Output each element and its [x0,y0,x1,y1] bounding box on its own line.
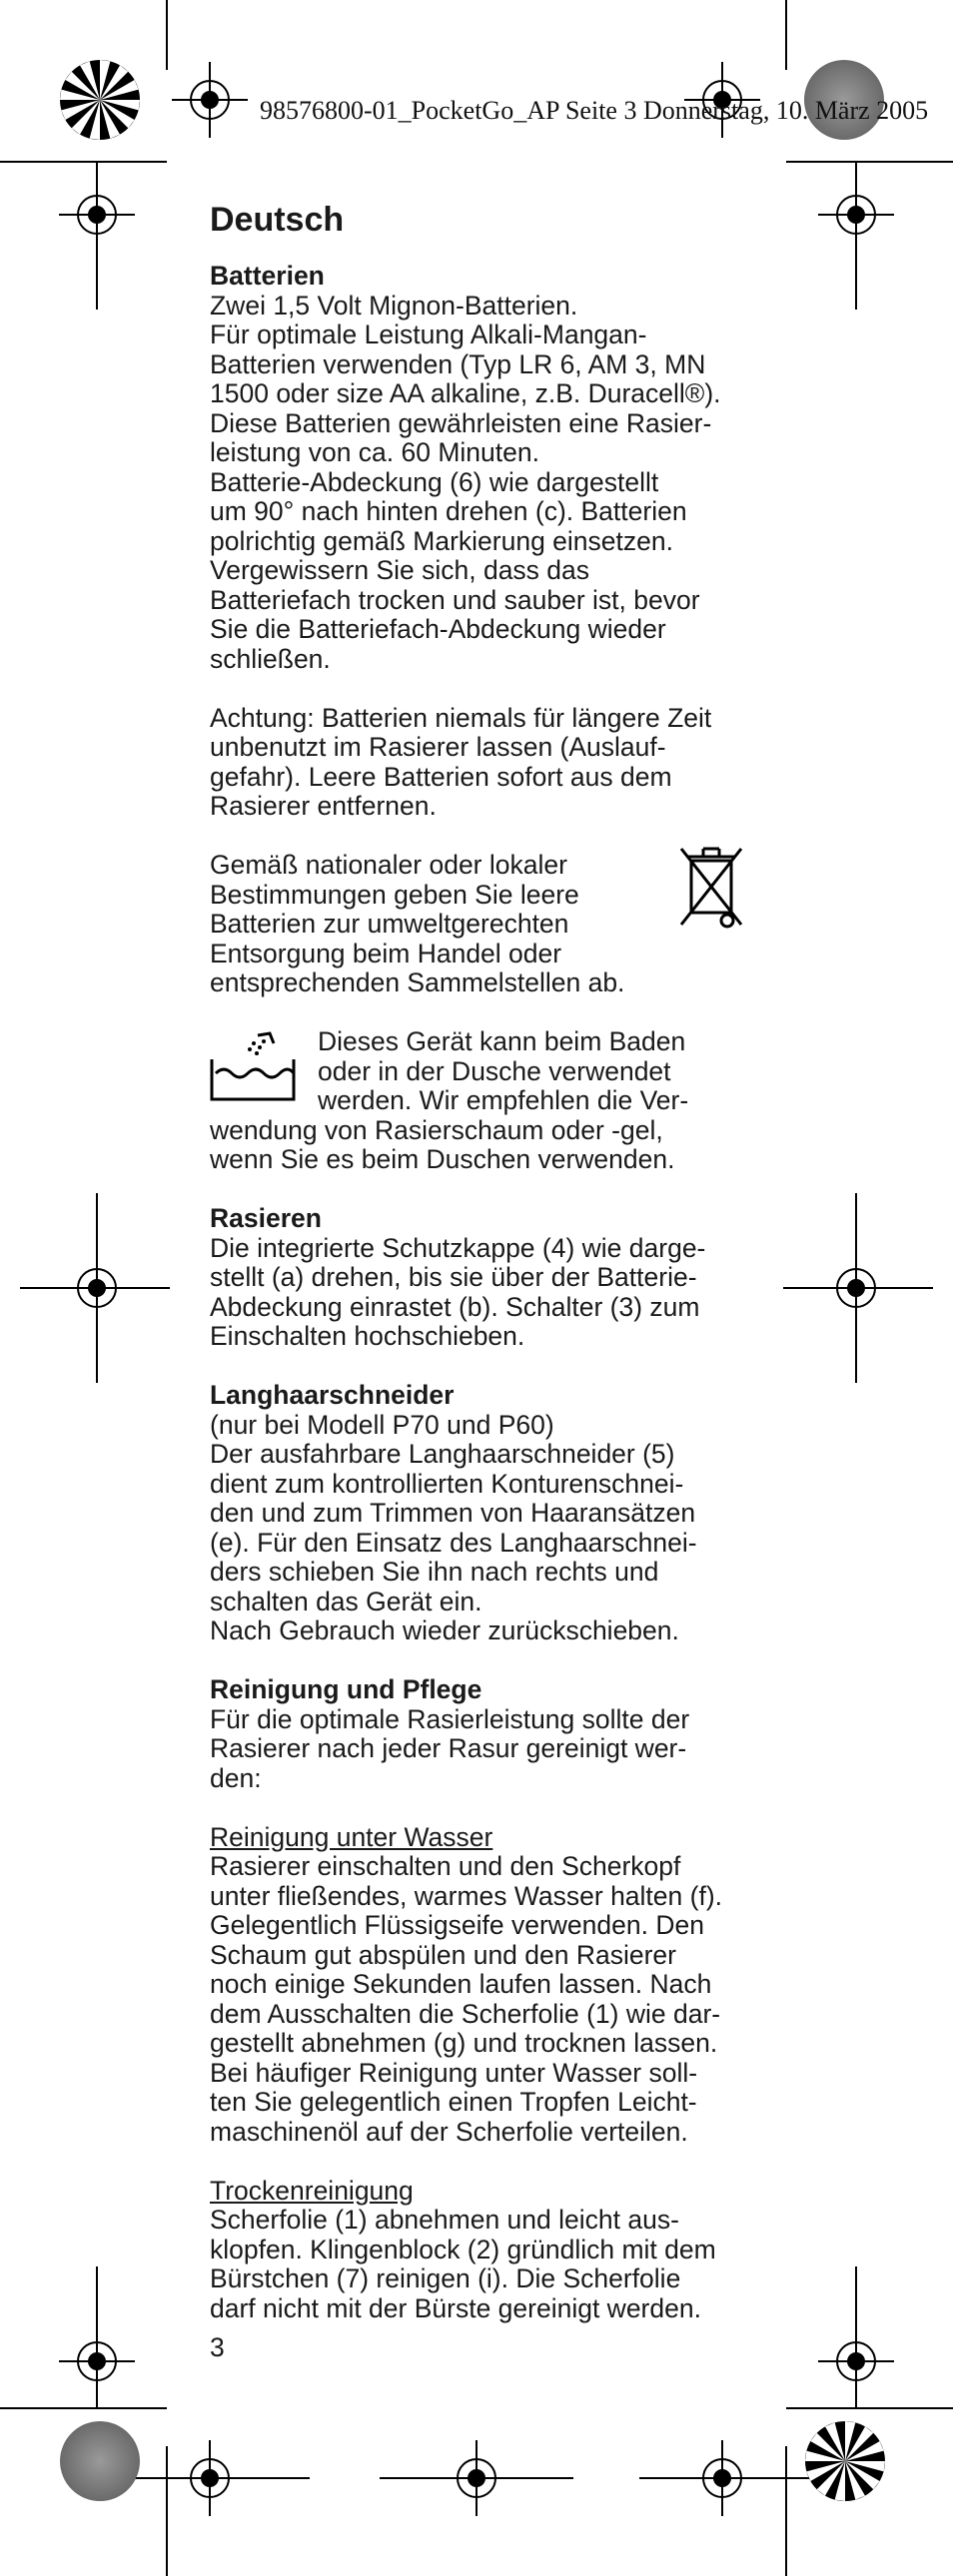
starburst-target-icon [805,2421,885,2501]
water-use-section [210,1027,745,1175]
caution-text: Achtung: Batterien niemals für längere Zeit unbenutzt im Rasierer lassen (Auslauf- gefahr). Leere Batterien sofort aus dem Rasierer entfernen. [210,702,712,821]
dry-cleaning-section [210,2177,745,2324]
water-cleaning-text: Rasierer einschalten und den Scherkopf unter fließendes, warmes Wasser halten (f). Gelegentlich Flüssigseife verwenden. Den Schaum gut abspülen und den Rasierer noch einige Sekunden laufen lassen. Nach dem Ausschalten die Scherfolie (1) wie dar- gestellt abnehmen (g) und trocknen lassen. Bei häufiger Reinigung unter Wasser soll- ten Sie gelegentlich einen Tropfen Leicht- maschinenöl auf der Scherfolie verteilen. [210,1851,723,2147]
crosshair-icon [818,177,894,253]
crosshair-icon [59,177,135,253]
batteries-section [210,262,745,674]
cleaning-section [210,1675,745,1793]
manual-page [210,200,745,2363]
bath-shower-icon [210,1029,296,1105]
water-cleaning-title: Reinigung unter Wasser [210,1821,493,1852]
crosshair-icon [172,62,248,138]
dry-cleaning-title: Trockenreinigung [210,2175,414,2206]
starburst-target-icon [60,60,140,140]
shaving-section [210,1204,745,1352]
crosshair-icon [818,2323,894,2399]
disposal-section [210,851,745,998]
shaving-text: Die integrierte Schutzkappe (4) wie darge- stellt (a) drehen, bis sie über der Batterie- Abdeckung einrastet (b). Schalter (3) zum Einschalten hochschieben. [210,1232,706,1351]
page-number: 3 [210,2332,225,2362]
trimmer-text: (nur bei Modell P70 und P60) Der ausfahrbare Langhaarschneider (5) dient zum kontrollierten Konturenschnei- den und zum Trimmen von Haaransätzen (e). Für den Einsatz des Langhaarschnei- ders schieben Sie ihn nach rechts und schalten das Gerät ein. Nach Gebrauch wieder zurückschieben. [210,1409,697,1645]
trimmer-title: Langhaarschneider [210,1380,455,1410]
disposal-text: Gemäß nationaler oder lokaler Bestimmungen geben Sie leere Batterien zur umweltgerechten Entsorgung beim Handel oder entsprechenden Sammelstellen ab. [210,850,625,997]
gray-density-patch [60,2421,140,2501]
page-title: Deutsch [210,201,345,239]
cleaning-text: Für die optimale Rasierleistung sollte der Rasierer nach jeder Rasur gereinigt wer- den: [210,1703,690,1793]
batteries-title: Batterien [210,261,325,291]
batteries-text: Zwei 1,5 Volt Mignon-Batterien. Für optimale Leistung Alkali-Mangan- Batterien verwenden (Typ LR 6, AM 3, MN 1500 oder size AA alkaline, z.B. Duracell®). Diese Batterien gewährleisten eine Rasier- leistung von ca. 60 Minuten. Batterie-Abdeckung (6) wie dargestellt um 90° nach hinten drehen (c). Batterien polrichtig gemäß Markierung einsetzen. Vergewissern Sie sich, dass das Batteriefach trocken und sauber ist, bevor Sie die Batteriefach-Abdeckung wieder schließen. [210,290,721,674]
water-use-text-rest: wendung von Rasierschaum oder -gel, wenn Sie es beim Duschen verwenden. [210,1114,675,1174]
shaving-title: Rasieren [210,1203,322,1233]
trimmer-section [210,1381,745,1646]
crossed-bin-icon [677,841,745,933]
crosshair-icon [59,2323,135,2399]
print-header: 98576800-01_PocketGo_AP Seite 3 Donnerstag, 10. März 2005 [260,96,929,125]
dry-cleaning-text: Scherfolie (1) abnehmen und leicht aus- klopfen. Klingenblock (2) gründlich mit dem Bürstchen (7) reinigen (i). Die Scherfolie darf nicht mit der Bürste gereinigt werden. [210,2205,716,2323]
water-use-text-first: Dieses Gerät kann beim Baden oder in der Dusche verwendet werden. Wir empfehlen die Ver- [318,1026,689,1115]
water-cleaning-section [210,1823,745,2148]
cleaning-title: Reinigung und Pflege [210,1674,482,1704]
